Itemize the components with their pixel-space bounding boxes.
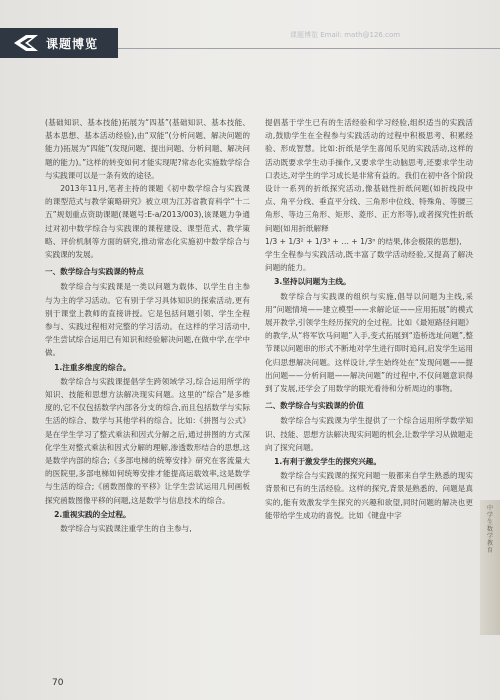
- header-banner: [0, 28, 118, 58]
- body-paragraph: 数学综合与实践课注重学生的自主参与,: [60, 524, 192, 534]
- subsection-heading: 3.坚持以问题为主线。: [274, 277, 351, 287]
- subsection-heading: 1.有利于激发学生的探究兴趣。: [274, 457, 381, 467]
- body-paragraph: 2013年11月,笔者主持的课题《初中数学综合与实践课的课型范式与教学策略研究》被立项为江苏省教育科学“十二五”规划重点资助课题(课题号:E-a/2013/003),该课题力争通过对初中数学综合与实践课的课程建设、课型范式、教学策略、评价机制等方面的研究,推动常态化实施初中数学综合与实践课的发展。: [45, 184, 250, 260]
- column-logo-icon: [12, 32, 42, 54]
- body-paragraph: 数学综合与实践课是一类以问题为载体、以学生自主参与为主的学习活动。它有别于学习具体知识的探索活动,更有别于课堂上教师的直接讲授。它是包括问题引领、学生全程参与、实践过程相对完整的学习活动。在这样的学习活动中,学生尝试综合运用已有知识和经验解决问题,在做中学,在学中做。: [45, 282, 250, 358]
- right-column: [265, 116, 473, 522]
- body-paragraph: (基础知识、基本技能)拓展为“四基”(基础知识、基本技能、基本思想、基本活动经验),由“双能”(分析问题、解决问题的能力)拓展为“四能”(发现问题、提出问题、分析问题、解决问题的能力)。”这样的转变如何才能实现呢?常态化实施数学综合与实践课可以是一条有效的途径。: [45, 118, 250, 180]
- header-faint-text: 课题博览 Email: math@126.com: [290, 31, 401, 39]
- section-title: 课题博览: [46, 37, 99, 51]
- subsection-heading: 2.重视实践的全过程。: [54, 509, 131, 519]
- left-column: [45, 116, 250, 535]
- body-paragraph: 数学综合与实践课的探究问题一般都来自学生熟悉的现实背景和已有的生活经验。这样的探究,背景是熟悉的、问题是真实的,能有效激发学生探究的兴趣和欲望,同时问题的解决也更能带给学生成功的喜悦。比如《键盘中字: [265, 471, 473, 520]
- header-rule: [118, 48, 500, 49]
- page-number: 70: [52, 678, 64, 688]
- body-paragraph: 学生全程参与实践活动,既丰富了数学活动经验,又提高了解决问题的能力。: [265, 250, 473, 273]
- section-heading: 一、数学综合与实践课的特点: [45, 267, 144, 277]
- page-edge-text: 中学生数学教育: [487, 505, 494, 554]
- body-paragraph: 数学综合与实践课为学生提供了一个综合运用所学数学知识、技能、思想方法解决现实问题的机会,让数学学习从做题走向了探究问题。: [265, 416, 473, 452]
- header-bar: [0, 28, 500, 58]
- body-paragraph: 数学综合与实践课的组织与实施,倡导以问题为主线,采用“问题情境——建立模型——求解论证——应用拓展”的模式展开教学,引领学生经历探究的全过程。比如《最短路径问题》的教学,从“将军饮马问题”入手,变式拓展到“造桥选址问题”,整节课以问题串的形式不断地对学生进行即时追问,启发学生运用化归思想解决问题。这样设计,学生始终处在“发现问题——提出问题——分析问题——解决问题”的过程中,不仅问题意识得到了发展,还学会了用数学的眼光看待和分析周边的事物。: [265, 291, 473, 394]
- formula-line: 1/3 + 1/3² + 1/3³ + … + 1/3ⁿ 的结果,体会极限的思想),: [265, 236, 462, 246]
- body-paragraph: 数学综合与实践课提倡学生跨领域学习,综合运用所学的知识、技能和思想方法解决现实问题。这里的“综合”是多维度的,它不仅包括数学内部各分支的综合,而且包括数学与实际生活的综合、数学与其他学科的综合。比如:《拼图与公式》是在学生学习了整式乘法和因式分解之后,通过拼图的方式深化学生对整式乘法和因式分解的理解,渗透数形结合的思想,这是数学内部的综合;《多部电梯的统筹安排》研究在客流量大的医院里,多部电梯如何统筹安排才能提高运载效率,这是数学与生活的综合;《函数图像的平移》让学生尝试运用几何画板探究函数图像平移的问题,这是数学与信息技术的综合。: [45, 376, 250, 505]
- body-paragraph: 提倡基于学生已有的生活经验和学习经验,组织适当的实践活动,鼓励学生在全程参与实践活动的过程中积极思考、积累经验、形成智慧。比如:折纸是学生喜闻乐见的实践活动,这样的活动既要求学生动手操作,又要求学生动脑思考,还要求学生动口表达,对学生的学习成长是非常有益的。我们在初中各个阶段设计一系列的折纸探究活动,像基础性折纸问题(如折线段中点、角平分线、垂直平分线、三角形中位线、特殊角、等腰三角形、等边三角形、矩形、菱形、正方形等),或者探究性折纸问题(如用折纸解释: [265, 118, 473, 233]
- subsection-heading: 1.注重多维度的综合。: [54, 362, 131, 372]
- section-heading: 二、数学综合与实践课的价值: [265, 401, 364, 411]
